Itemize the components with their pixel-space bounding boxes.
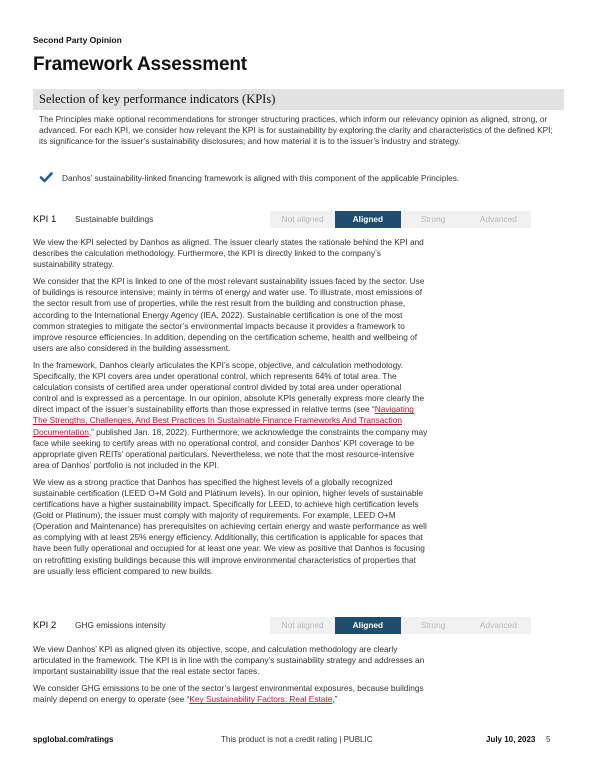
key-sustainability-factors-link[interactable]: Key Sustainability Factors: Real Estate [189, 694, 333, 705]
kpi-1-paragraph-3-end: ,” published Jan. 18, 2022). Furthermore, we acknowledge the constraints the company may face while seeking to certify areas with no operational control, and consider Danhos’ KPI coverage to be appropriate given REITs’ operational particulars. Nevertheless, we note that the most resource-intensive area of Danhos’ portfolio is not included in the KPI. [33, 426, 428, 470]
kpi-1-paragraph-1: We view the KPI selected by Danhos as aligned. The issuer clearly states the rationale behind the KPI and describes the calculation methodology. Furthermore, the KPI is directly linked to the company’s sustainability strategy. [33, 237, 424, 270]
check-icon [39, 170, 53, 184]
kpi-1-name: Sustainable buildings [75, 214, 154, 224]
scale-advanced: Advanced [466, 211, 531, 228]
kpi-1-paragraph-3 [33, 360, 428, 471]
kpi-2-name: GHG emissions intensity [75, 620, 166, 630]
kpi-2-paragraph-1: We view Danhos’ KPI as aligned given its objective, scope, and calculation methodology are clearly articulated in the framework. The KPI is in line with the company’s sustainability strategy and addresses an important sustainability issue that the real estate sector faces. [33, 644, 425, 677]
scale-advanced: Advanced [466, 617, 531, 634]
kpi-2-header [33, 617, 531, 634]
section-intro: The Principles make optional recommendations for stronger structuring practices, which inform our relevancy opinion as aligned, strong, or advanced. For each KPI, we consider how relevant the KPI is for sustainability by exploring the clarity and characteristics of the defined KPI; its significance for the issuer’s sustainability disclosures; and how material it is to the issuer’s industry and strategy. [39, 114, 553, 147]
kpi-2-label: KPI 2 [33, 620, 57, 631]
kpi-1-alignment-scale [270, 211, 531, 228]
kpi-1-header [33, 211, 531, 228]
footer-disclaimer: This product is not a credit rating | PUBLIC [221, 735, 373, 744]
kpi-2-paragraph-2-start: We consider GHG emissions to be one of the sector’s largest environmental exposures, because buildings mainly depend on energy to operate (see “ [33, 683, 424, 705]
kpi-2-paragraph-2 [33, 683, 428, 705]
kpi-1-body [33, 237, 428, 583]
kpi-2-paragraph-2-end: ,” [332, 694, 338, 705]
scale-aligned: Aligned [335, 617, 400, 634]
page-number: 5 [546, 735, 551, 744]
navigating-strengths-link[interactable]: Navigating The Strengths, Challenges, And Best Practices In Sustainable Finance Frameworks And Transaction Documentation [33, 404, 414, 437]
kpi-1-paragraph-4: We view as a strong practice that Danhos has specified the highest levels of a globally recognized sustainable certification (LEED O+M Gold and Platinum levels). In our opinion, higher levels of sustainable certifications have a higher sustainability impact. Specifically for LEED, to achieve high certification levels (Gold or Platinum), the issuer must comply with majority of requirements. For example, LEED O+M (Operation and Maintenance) has prerequisites on achieving certain energy and waste performance as well as complying with at least 25% energy efficiency. Additionally, this certification is applicable for spaces that have been fully operational and occupied for at least one year. We view as positive that Danhos is focusing on retrofitting existing buildings because this will improve environmental characteristics of properties that are usually less efficient compared to new builds. [33, 476, 427, 576]
alignment-statement: Danhos’ sustainability-linked financing framework is aligned with this component of the applicable Principles. [62, 173, 460, 183]
kpi-1-paragraph-3-start: In the framework, Danhos clearly articulates the KPI’s scope, objective, and calculation methodology. Specifically, the KPI covers area under operational control, which represents 64% of total area. The calculation consists of certified area under operational control divided by total area under operational control and is expressed as a percentage. In our opinion, absolute KPIs generally express more clearly the direct impact of the issuer’s sustainability efforts than those expressed in relative terms (see “ [33, 359, 425, 415]
kpi-2-body [33, 644, 428, 711]
kpi-2-alignment-scale [270, 617, 531, 634]
scale-aligned: Aligned [335, 211, 400, 228]
document-type-label: Second Party Opinion [33, 35, 122, 45]
footer-date: July 10, 2023 [486, 735, 536, 744]
scale-not-aligned: Not aligned [270, 617, 335, 634]
page-title: Framework Assessment [33, 54, 247, 75]
footer-site-link[interactable]: spglobal.com/ratings [33, 735, 114, 744]
section-heading: Selection of key performance indicators (KPIs) [33, 89, 564, 110]
kpi-1-paragraph-2: We consider that the KPI is linked to one of the most relevant sustainability issues faced by the sector. Use of buildings is resource intensive; mainly in terms of energy and water use. To illustrate, most emissions of the sector result from use of properties, while the rest result from the building and construction phase, according to the International Energy Agency (IEA, 2022). Sustainable certification is one of the most common strategies to mitigate the sector’s environmental impacts because it provides a framework to improve resource efficiencies. In addition, depending on the certification scheme, health and wellbeing of users are also considered in the building assessment. [33, 276, 425, 353]
scale-strong: Strong [401, 617, 466, 634]
scale-strong: Strong [401, 211, 466, 228]
scale-not-aligned: Not aligned [270, 211, 335, 228]
kpi-1-label: KPI 1 [33, 214, 57, 225]
